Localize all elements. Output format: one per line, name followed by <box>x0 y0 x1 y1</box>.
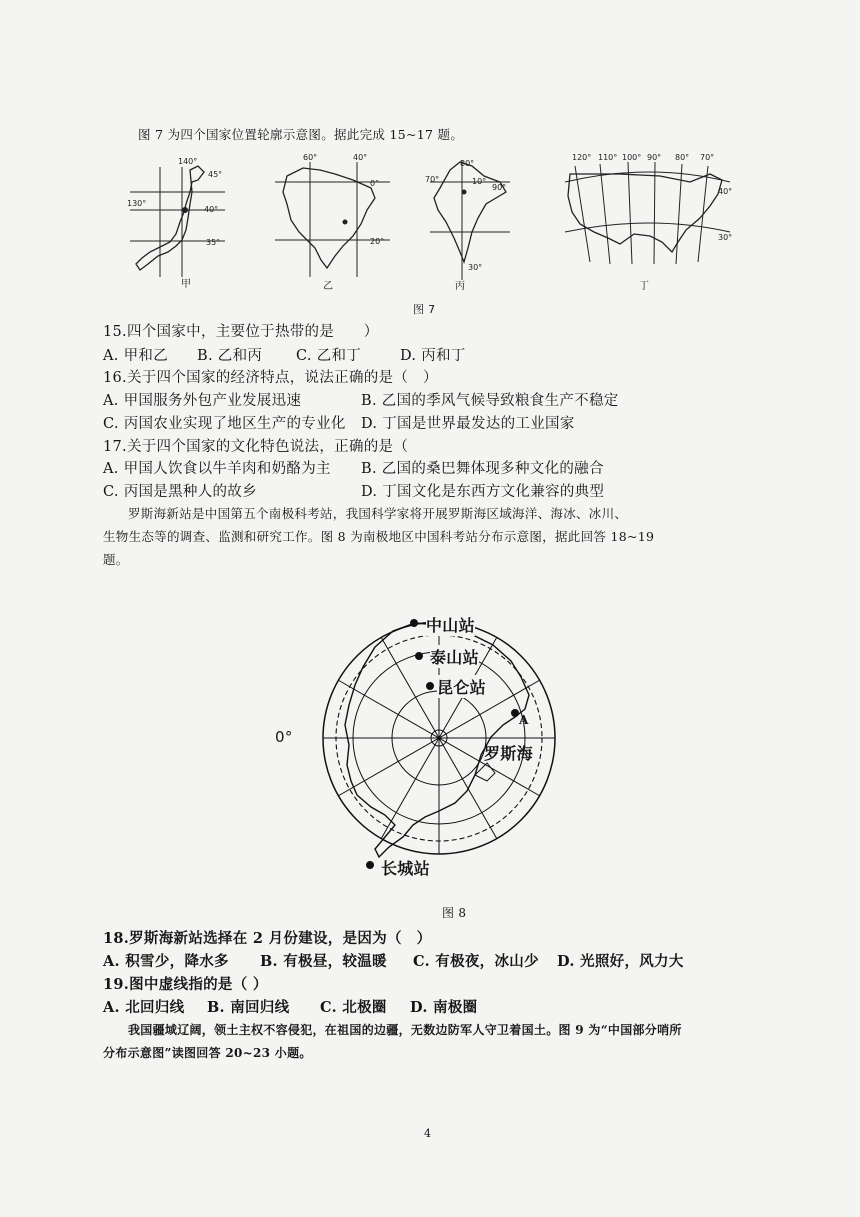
q17-option-a: A. 甲国人饮食以牛羊肉和奶酪为主 <box>103 461 331 477</box>
svg-text:110°: 110° <box>598 153 618 162</box>
station-kunlun: 昆仑站 <box>437 675 486 698</box>
figure-8-caption: 图 8 <box>442 906 467 920</box>
q16-option-b: B. 乙国的季风气候导致粮食生产不稳定 <box>361 393 619 409</box>
q16-option-c: C. 丙国农业实现了地区生产的专业化 <box>103 416 346 432</box>
map-name-jia: 甲 <box>181 279 192 290</box>
svg-text:0°: 0° <box>370 179 380 188</box>
page-number: 4 <box>424 1127 432 1140</box>
ross-sea-label: 罗斯海 <box>484 744 533 763</box>
q15-stem: 15.四个国家中，主要位于热带的是 ） <box>103 324 379 340</box>
intro-fig9-line1: 我国疆域辽阔，领土主权不容侵犯，在祖国的边疆，无数边防军人守卫着国土。图 9 为“中国部分哨所 <box>128 1023 682 1037</box>
q18-stem: 18.罗斯海新站选择在 2 月份建设，是因为（ ） <box>103 930 432 947</box>
q15-option-a: A. 甲和乙 <box>103 348 168 364</box>
station-changcheng: 长城站 <box>381 856 430 879</box>
intro-fig7: 图 7 为四个国家位置轮廓示意图。据此完成 15~17 题。 <box>138 127 464 142</box>
station-taishan: 泰山站 <box>430 645 479 668</box>
svg-text:70°: 70° <box>425 175 440 184</box>
q17-option-d: D. 丁国文化是东西方文化兼容的典型 <box>361 484 605 500</box>
q15-option-d: D. 丙和丁 <box>400 348 466 364</box>
q19-option-d: D. 南极圈 <box>410 999 478 1016</box>
changcheng-dot <box>366 861 374 869</box>
q19-stem: 19.图中虚线指的是（ ） <box>103 976 268 993</box>
svg-text:90°: 90° <box>647 153 662 162</box>
zhongshan-dot <box>410 619 418 627</box>
intro-fig9-line2: 分布示意图”读图回答 20~23 小题。 <box>103 1046 312 1060</box>
map-name-ding: 丁 <box>639 281 650 292</box>
svg-text:40°: 40° <box>718 187 733 196</box>
q16-option-d: D. 丁国是世界最发达的工业国家 <box>361 416 575 432</box>
svg-text:130°: 130° <box>127 199 147 208</box>
map-name-yi: 乙 <box>323 281 334 292</box>
svg-text:100°: 100° <box>622 153 642 162</box>
svg-text:120°: 120° <box>572 153 592 162</box>
q15-option-b: B. 乙和丙 <box>197 348 263 364</box>
svg-text:40°: 40° <box>353 153 368 162</box>
intro-fig8-line1: 罗斯海新站是中国第五个南极科考站，我国科学家将开展罗斯海区域海洋、海冰、冰川、 <box>128 506 628 521</box>
q18-option-a: A. 积雪少，降水多 <box>103 953 229 970</box>
q17-stem: 17.关于四个国家的文化特色说法，正确的是（ <box>103 439 409 455</box>
kunlun-dot <box>426 682 434 690</box>
figure-7-caption: 图 7 <box>413 303 436 316</box>
svg-text:90°: 90° <box>492 183 507 192</box>
q19-option-b: B. 南回归线 <box>207 999 290 1016</box>
svg-text:30°: 30° <box>718 233 733 242</box>
q19-option-a: A. 北回归线 <box>103 999 185 1016</box>
figure-7 <box>120 152 740 292</box>
q15-option-c: C. 乙和丁 <box>296 348 362 364</box>
q16-stem: 16.关于四个国家的经济特点，说法正确的是（ ） <box>103 370 438 386</box>
svg-text:80°: 80° <box>675 153 690 162</box>
map-name-bing: 丙 <box>455 281 466 292</box>
svg-text:10°: 10° <box>472 177 487 186</box>
longitude-0-label: 0° <box>275 728 293 746</box>
label-140: 140° <box>178 157 198 166</box>
q17-option-c: C. 丙国是黑种人的故乡 <box>103 484 257 500</box>
svg-text:40°: 40° <box>204 205 219 214</box>
svg-text:45°: 45° <box>208 170 223 179</box>
station-zhongshan: 中山站 <box>426 613 475 636</box>
q18-option-c: C. 有极夜，冰山少 <box>413 953 539 970</box>
map-ding <box>565 162 733 264</box>
svg-text:20°: 20° <box>370 237 385 246</box>
intro-fig8-line3: 题。 <box>103 552 129 567</box>
q16-option-a: A. 甲国服务外包产业发展迅速 <box>103 393 302 409</box>
q18-option-d: D. 光照好，风力大 <box>557 953 684 970</box>
map-bing <box>430 160 510 280</box>
svg-text:35°: 35° <box>206 238 221 247</box>
q17-option-b: B. 乙国的桑巴舞体现多种文化的融合 <box>361 461 604 477</box>
q19-option-c: C. 北极圈 <box>320 999 387 1016</box>
q18-option-b: B. 有极昼，较温暖 <box>260 953 387 970</box>
intro-fig8-line2: 生物生态等的调查、监测和研究工作。图 8 为南极地区中国科考站分布示意图，据此回答 18~19 <box>103 529 655 544</box>
svg-text:30°: 30° <box>468 263 483 272</box>
taishan-dot <box>415 652 423 660</box>
svg-text:70°: 70° <box>700 153 715 162</box>
point-a-dot <box>511 709 519 717</box>
map-jia <box>130 166 225 277</box>
svg-text:60°: 60° <box>303 153 318 162</box>
point-a-label: A <box>519 713 529 727</box>
svg-text:80°: 80° <box>460 159 475 168</box>
